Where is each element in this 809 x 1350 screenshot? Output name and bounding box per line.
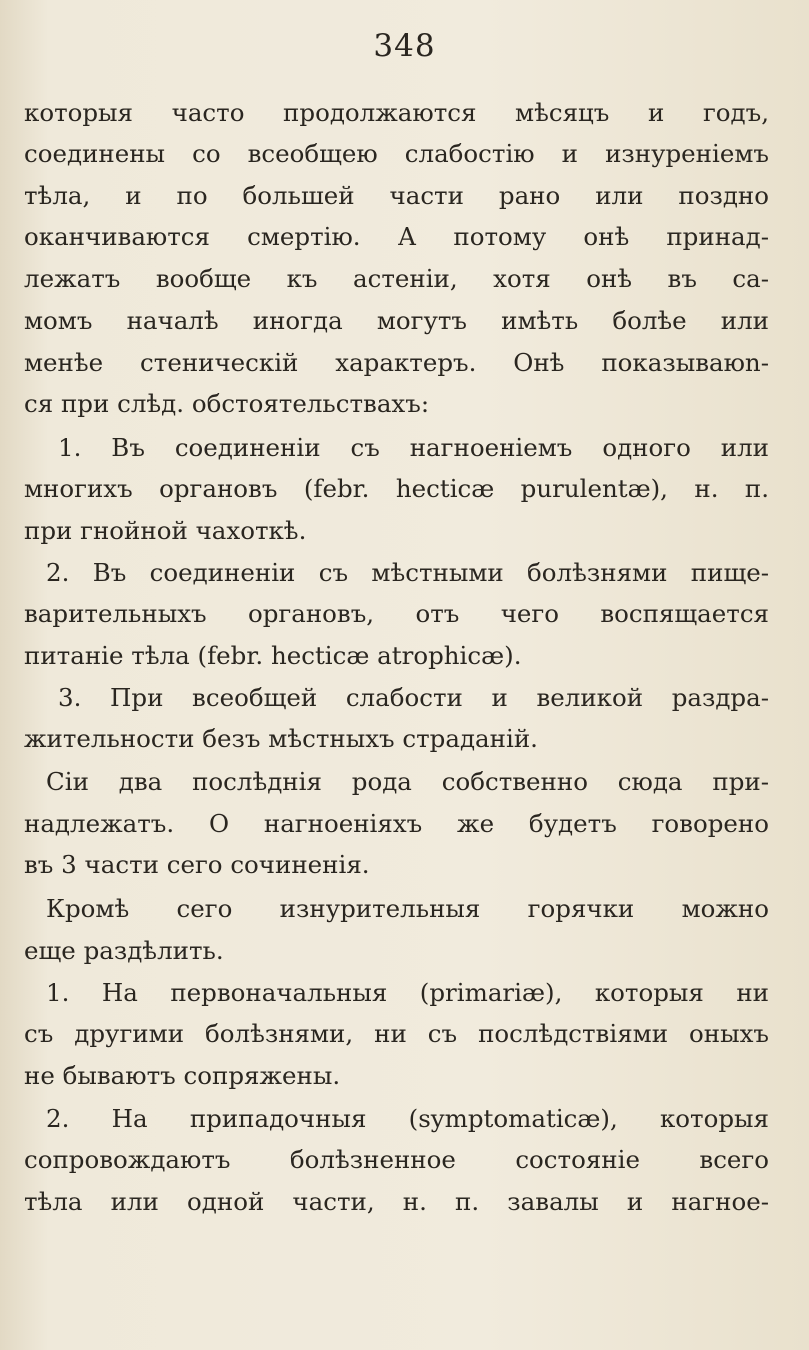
- text-line: жительности безъ мѣстныхъ страданій.: [24, 724, 538, 753]
- text-line: при гнойной чахоткѣ.: [24, 516, 307, 545]
- text-line: 1. Въ соединеніи съ нагноеніемъ одного или: [58, 433, 769, 462]
- text-line: 2. Въ соединеніи съ мѣстными болѣзнями пище-: [46, 558, 769, 587]
- text-line: съ другими болѣзнями, ни съ послѣдствіями оныхъ: [24, 1019, 769, 1048]
- text-line: Кромѣ сего изнурительныя горячки можно: [46, 894, 769, 923]
- text-line: которыя часто продолжаются мѣсяцъ и годъ,: [24, 98, 769, 127]
- text-line: 1. На первоначальныя (primariæ), которыя ни: [46, 978, 769, 1007]
- text-line: тѣла, и по большей части рано или поздно: [24, 181, 769, 210]
- text-line: не бываютъ сопряжены.: [24, 1061, 341, 1090]
- text-line: оканчиваются смертію. А потому онѣ принад-: [24, 222, 769, 251]
- text-line: варительныхъ органовъ, отъ чего воспящается: [24, 599, 769, 628]
- text-line: питаніе тѣла (febr. hecticæ atrophicæ).: [24, 641, 522, 670]
- text-line: менѣе стеническій характеръ. Онѣ показываюn-: [24, 348, 769, 377]
- text-line: надлежатъ. О нагноеніяхъ же будетъ говорено: [24, 809, 769, 838]
- page-number: 348: [373, 28, 436, 64]
- text-line: 2. На припадочныя (symptomaticæ), которыя: [46, 1104, 769, 1133]
- text-line: Сіи два послѣднія рода собственно сюда при-: [46, 767, 769, 796]
- text-line: еще раздѣлить.: [24, 936, 224, 965]
- text-line: лежатъ вообще къ астеніи, хотя онѣ въ са-: [24, 264, 769, 293]
- text-line: тѣла или одной части, н. п. завалы и нагное-: [24, 1187, 769, 1216]
- text-line: момъ началѣ иногда могутъ имѣть болѣе или: [24, 306, 769, 335]
- text-line: многихъ органовъ (febr. hecticæ purulentæ), н. п.: [24, 474, 769, 503]
- text-line: ся при слѣд. обстоятельствахъ:: [24, 389, 430, 418]
- text-line: въ 3 части сего сочиненія.: [24, 850, 370, 879]
- text-line: 3. При всеобщей слабости и великой раздра-: [58, 683, 769, 712]
- text-line: сопровождаютъ болѣзненное состояніе всего: [24, 1145, 769, 1174]
- text-line: соединены со всеобщею слабостію и изнуреніемъ: [24, 139, 769, 168]
